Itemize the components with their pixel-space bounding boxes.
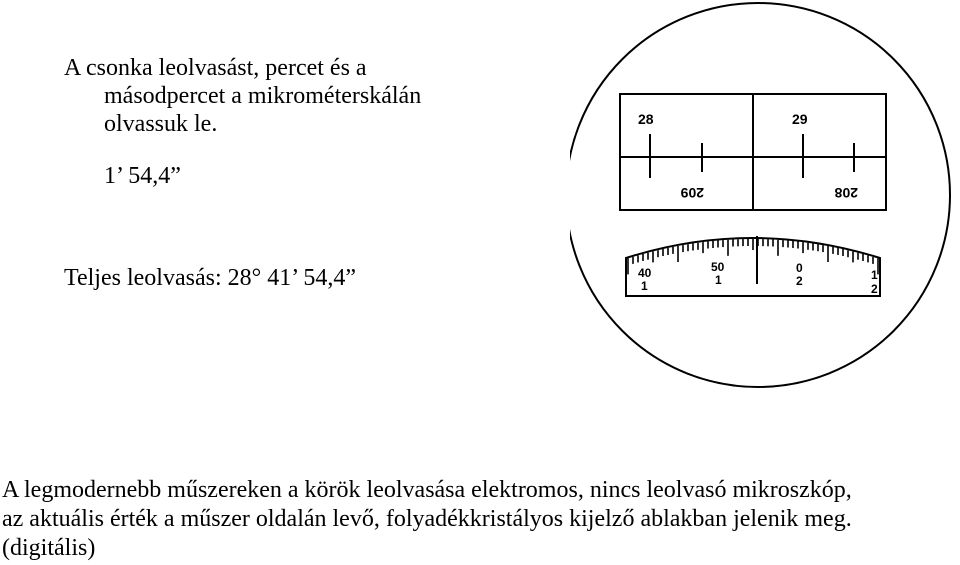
bottom-line-3: (digitális)	[2, 535, 96, 561]
micrometer-lower-label: 2	[871, 282, 878, 296]
micrometer-upper-label: 40	[638, 266, 652, 280]
intro-line-2: másodpercet a mikrométerskálán	[104, 83, 422, 109]
main-scale-lower-label: 208	[834, 185, 858, 201]
main-scale-upper-label: 28	[638, 111, 654, 127]
micrometer-upper-label: 50	[711, 260, 725, 274]
micrometer-lower-label: 1	[641, 279, 648, 293]
field-of-view-circle	[570, 3, 950, 387]
main-scale-upper-label: 29	[792, 111, 808, 127]
bottom-line-2: az aktuális érték a műszer oldalán levő, folyadékkristályos kijelző ablakban jelenik meg.	[2, 506, 852, 532]
micrometer-scale-ticks	[628, 239, 878, 274]
intro-line-1: A csonka leolvasást, percet és a	[64, 55, 367, 81]
micrometer-lower-label: 2	[796, 274, 803, 288]
microscope-view	[570, 0, 960, 470]
main-scale-window	[620, 94, 886, 210]
micrometer-upper-label: 1	[871, 268, 878, 282]
main-scale-lower-label: 209	[680, 185, 704, 201]
micrometer-upper-label: 0	[796, 261, 803, 275]
micrometer-scale-window	[626, 236, 880, 296]
intro-line-3: olvassuk le.	[104, 111, 218, 137]
minute-second-reading: 1’ 54,4”	[104, 163, 181, 189]
bottom-line-1: A legmodernebb műszereken a körök leolvasása elektromos, nincs leolvasó mikroszkóp,	[2, 477, 852, 503]
bottom-paragraph	[2, 476, 960, 563]
micrometer-lower-label: 1	[715, 273, 722, 287]
full-reading: Teljes leolvasás: 28° 41’ 54,4”	[64, 265, 357, 291]
